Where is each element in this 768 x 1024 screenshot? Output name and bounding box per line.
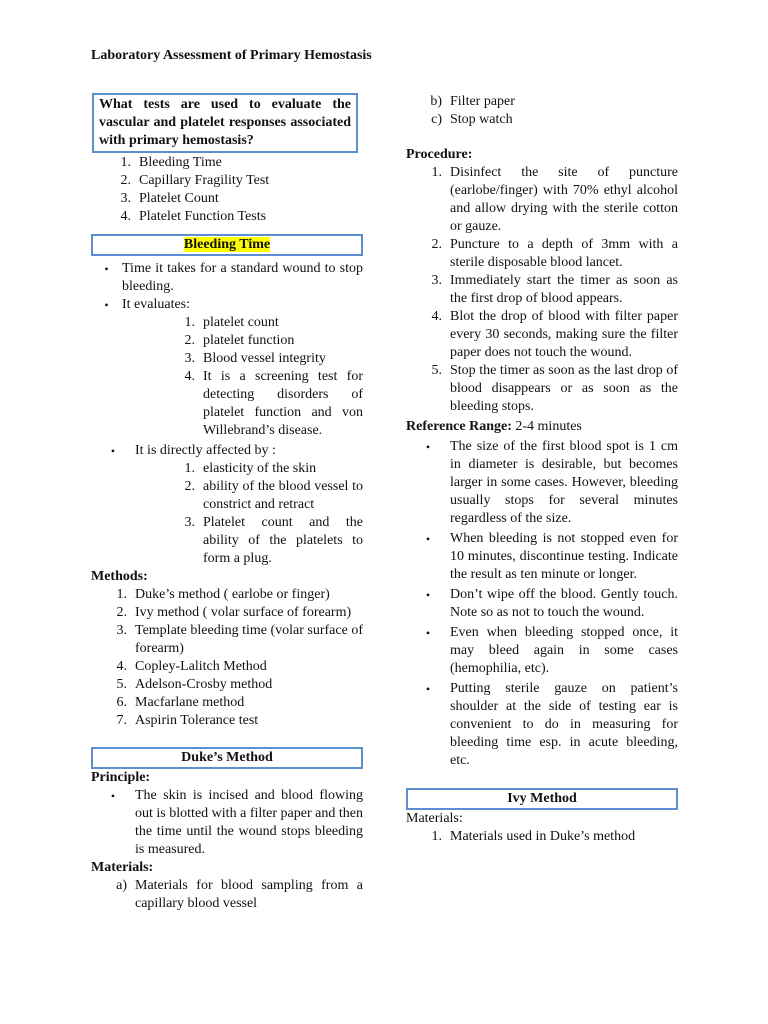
list-item: 4. Blot the drop of blood with filter paper every 30 seconds, making sure the filter paper does not touch the wound. [431, 309, 678, 360]
list-item: a) Materials for blood sampling from a capillary blood vessel [116, 878, 363, 911]
list-item: 6. Macfarlane method [116, 695, 245, 710]
procedure-label: Procedure: [406, 147, 473, 162]
list-item: 1. Materials used in Duke’s method [431, 829, 636, 844]
list-item: 1. Bleeding Time [120, 155, 222, 170]
list-item: 4. Platelet Function Tests [120, 209, 267, 224]
bleeding-time-heading: Bleeding Time [91, 234, 363, 256]
list-item: 3. Template bleeding time (volar surface of forearm) [116, 623, 363, 656]
list-item: • Putting sterile gauze on patient’s shoulder at the side of testing ear is convenient to do in measuring for bleeding time esp. in acute bleeding, etc. [425, 681, 678, 768]
left-column [91, 93, 363, 913]
reference-range: Reference Range: 2-4 minutes [406, 419, 582, 434]
list-item: c) Stop watch [431, 112, 513, 127]
question-box: What tests are used to evaluate the vascular and platelet responses associated with primary hemostasis? [92, 93, 358, 153]
list-item: 3. Platelet Count [120, 191, 219, 206]
list-item: 7. Aspirin Tolerance test [116, 713, 259, 728]
materials-label: Materials: [91, 860, 154, 875]
list-item: 2. Ivy method ( volar surface of forearm) [116, 605, 352, 620]
list-item: 4. Copley-Lalitch Method [116, 659, 267, 674]
notes-list [406, 438, 678, 770]
right-column [406, 93, 678, 846]
list-item: 4. It is a screening test for detecting disorders of platelet function and von Willebrand’s disease. [184, 369, 363, 438]
evaluates-list [91, 314, 363, 440]
list-item: 5. Stop the timer as soon as the last drop of blood disappears or as soon as the bleeding stops. [431, 363, 678, 414]
list-item: 1. Duke’s method ( earlobe or finger) [116, 587, 330, 602]
list-item: 2. Capillary Fragility Test [120, 173, 270, 188]
affected-list [91, 460, 363, 568]
list-item: • Time it takes for a standard wound to stop bleeding. [104, 261, 363, 294]
list-item: 2. platelet function [184, 333, 295, 348]
list-item: 5. Adelson-Crosby method [116, 677, 273, 692]
list-item: 3. Blood vessel integrity [184, 351, 326, 366]
list-item: 2. Puncture to a depth of 3mm with a sterile disposable blood lancet. [431, 237, 678, 270]
list-item: 3. Immediately start the timer as soon as the first drop of blood appears. [431, 273, 678, 306]
list-item: • The size of the first blood spot is 1 cm in diameter is desirable, but becomes larger in some cases. However, bleeding usually stops for several minutes regardless of the size. [425, 439, 678, 526]
document-title: Laboratory Assessment of Primary Hemostasis [91, 48, 372, 63]
dukes-method-heading: Duke’s Method [91, 747, 363, 769]
list-item: b) Filter paper [430, 94, 515, 109]
list-item: 1. platelet count [184, 315, 279, 330]
list-item: • It is directly affected by : [110, 443, 276, 458]
ivy-materials-label: Materials: [406, 811, 463, 826]
tests-list [91, 154, 363, 226]
list-item: 3. Platelet count and the ability of the platelets to form a plug. [184, 515, 363, 566]
list-item: 2. ability of the blood vessel to constrict and retract [184, 479, 363, 512]
list-item: 1. Disinfect the site of puncture (earlobe/finger) with 70% ethyl alcohol and allow drying with the sterile cotton or gauze. [431, 165, 678, 234]
principle-label: Principle: [91, 770, 151, 785]
list-item: • Even when bleeding stopped once, it may bleed again in some cases (hemophilia, etc). [425, 625, 678, 676]
ivy-method-heading: Ivy Method [406, 788, 678, 810]
procedure-list [406, 164, 678, 416]
list-item: • When bleeding is not stopped even for 10 minutes, discontinue testing. Indicate the result as ten minute or longer. [425, 531, 678, 582]
methods-label: Methods: [91, 569, 148, 584]
list-item: • It evaluates: [104, 297, 191, 312]
list-item: • The skin is incised and blood flowing out is blotted with a filter paper and then the time until the wound stops bleeding is measured. [110, 788, 363, 857]
methods-list [91, 586, 363, 730]
bleeding-time-content [91, 260, 363, 568]
list-item: • Don’t wipe off the blood. Gently touch. Note so as not to touch the wound. [425, 587, 678, 620]
list-item: 1. elasticity of the skin [184, 461, 317, 476]
